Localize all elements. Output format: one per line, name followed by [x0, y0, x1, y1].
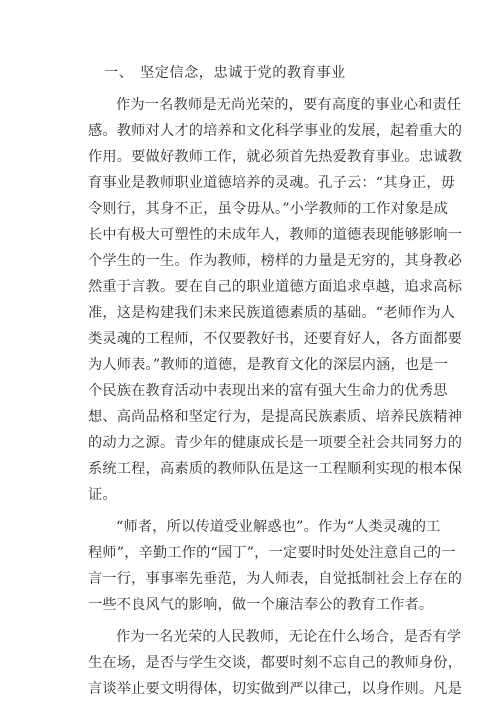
text-line: 育事业是教师职业道德培养的灵魂。孔子云：“其身正，毋 [88, 175, 456, 191]
text-line: 一些不良风气的影响，做一个廉洁奉公的教育工作者。 [88, 597, 434, 613]
section-heading [88, 60, 424, 86]
text-line: 言一行，事事率先垂范，为人师表，自觉抵制社会上存在的 [88, 571, 463, 587]
text-line: 准，这是构建我们未来民族道德素质的基础。“老师作为人 [88, 305, 456, 321]
text-line: “师者，所以传道受业解惑也”。作为“人类灵魂的工 [116, 519, 441, 535]
text-line: 为人师表。”教师的道德，是教育文化的深层内涵，也是一 [88, 357, 449, 373]
text-line: 作为一名光荣的人民教师，无论在什么场合，是否有学 [116, 629, 462, 645]
text-line: 长中有极大可塑性的未成年人，教师的道德表现能够影响一 [88, 227, 463, 243]
paragraph-2 [88, 514, 463, 618]
text-line: 程师”，辛勤工作的“园丁”，一定要时时处处注意自己的一 [88, 545, 456, 561]
section-number: 一、 [104, 65, 134, 81]
text-line: 的动力之源。青少年的健康成长是一项要全社会共同努力的 [88, 435, 463, 451]
paragraph-1 [88, 92, 463, 508]
text-line: 个民族在教育活动中表现出来的富有强大生命力的优秀思 [88, 383, 448, 399]
text-line: 想、高尚品格和坚定行为，是提高民族素质、培养民族精神 [88, 409, 463, 425]
text-line: 类灵魂的工程师，不仅要教好书，还要育好人，各方面都要 [88, 331, 463, 347]
paragraph-3 [88, 624, 463, 702]
section-title: 坚定信念，忠诚于党的教育事业 [140, 65, 346, 81]
text-line: 作为一名教师是无尚光荣的，要有高度的事业心和责任 [116, 97, 462, 113]
text-line: 然重于言教。要在自己的职业道德方面追求卓越，追求高标 [88, 279, 463, 295]
text-line: 感。教师对人才的培养和文化科学事业的发展，起着重大的 [88, 123, 463, 139]
document-body [88, 60, 463, 708]
text-line: 言谈举止要文明得体，切实做到严以律己，以身作则。凡是 [88, 681, 463, 697]
text-line: 作用。要做好教师工作，就必须首先热爱教育事业。忠诚教 [88, 149, 463, 165]
text-line: 证。 [88, 487, 117, 503]
text-line: 令则行，其身不正，虽令毋从。”小学教师的工作对象是成 [88, 201, 449, 217]
text-line: 个学生的一生。作为教师，榜样的力量是无穷的，其身教必 [88, 253, 463, 269]
text-line: 系统工程，高素质的教师队伍是这一工程顺利实现的根本保 [88, 461, 463, 477]
text-line: 生在场，是否与学生交谈，都要时刻不忘自己的教师身份， [88, 655, 463, 671]
